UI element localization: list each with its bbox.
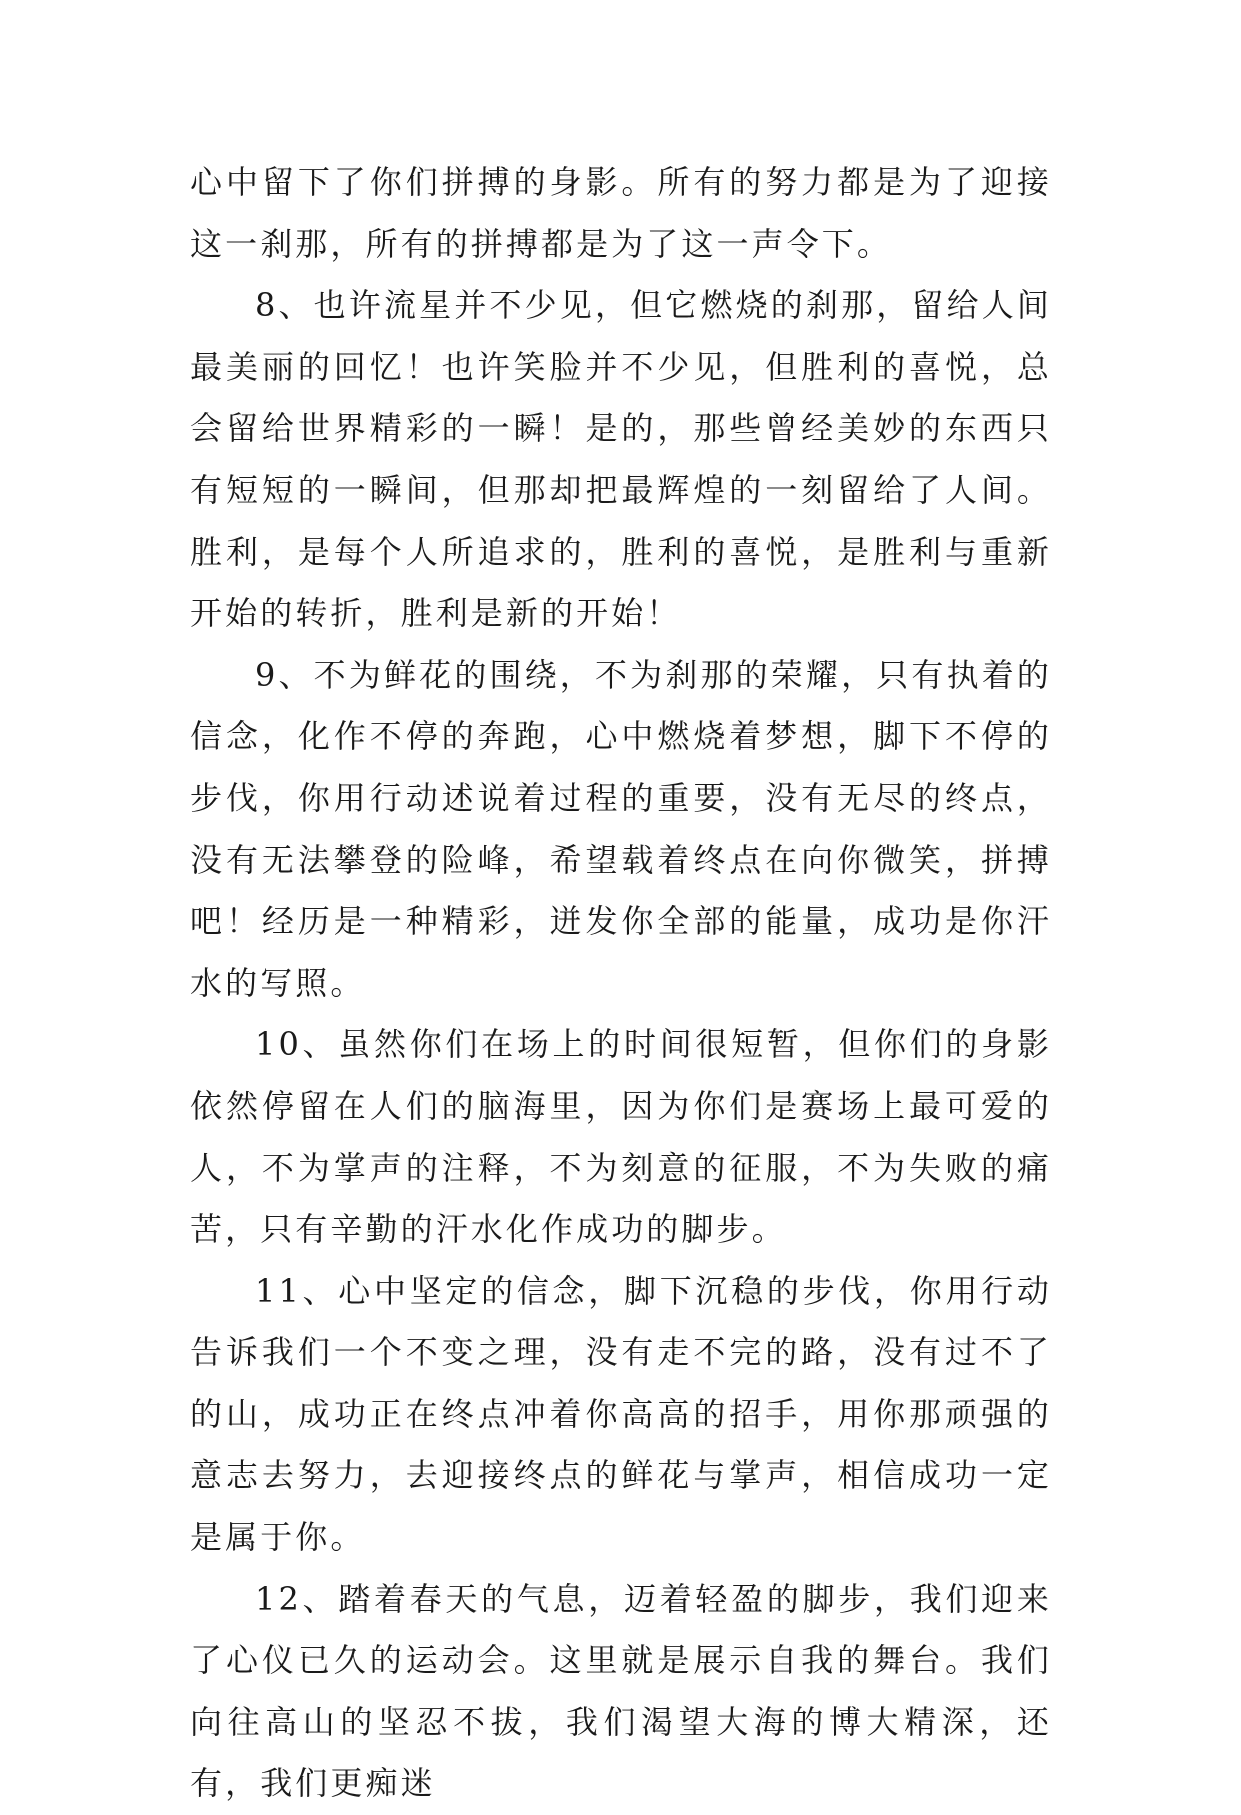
paragraph-item-11: 11、心中坚定的信念，脚下沉稳的步伐，你用行动告诉我们一个不变之理，没有走不完的路，没有过不了的山，成功正在终点冲着你高高的招手，用你那顽强的意志去努力，去迎接终点的鲜花与掌声，相信成功一定是属于你。 (190, 1271, 1052, 1557)
paragraph-item-12: 12、踏着春天的气息，迈着轻盈的脚步，我们迎来了心仪已久的运动会。这里就是展示自我的舞台。我们向往高山的坚忍不拔，我们渴望大海的博大精深，还有，我们更痴迷 (190, 1579, 1052, 1803)
paragraph-item-8: 8、也许流星并不少见，但它燃烧的刹那，留给人间最美丽的回忆！也许笑脸并不少见，但胜利的喜悦，总会留给世界精彩的一瞬！是的，那些曾经美妙的东西只有短短的一瞬间，但那却把最辉煌的一刻留给了人间。胜利，是每个人所追求的，胜利的喜悦，是胜利与重新开始的转折，胜利是新的开始！ (190, 286, 1052, 633)
paragraph-continued: 心中留下了你们拼搏的身影。所有的努力都是为了迎接这一刹那，所有的拼搏都是为了这一声令下。 (190, 163, 1052, 263)
document-body (190, 152, 1052, 1815)
paragraph-item-9: 9、不为鲜花的围绕，不为刹那的荣耀，只有执着的信念，化作不停的奔跑，心中燃烧着梦想，脚下不停的步伐，你用行动述说着过程的重要，没有无尽的终点，没有无法攀登的险峰，希望载着终点在向你微笑，拼搏吧！经历是一种精彩，迸发你全部的能量，成功是你汗水的写照。 (190, 655, 1052, 1002)
paragraph-item-10: 10、虽然你们在场上的时间很短暂，但你们的身影依然停留在人们的脑海里，因为你们是赛场上最可爱的人，不为掌声的注释，不为刻意的征服，不为失败的痛苦，只有辛勤的汗水化作成功的脚步。 (190, 1025, 1052, 1249)
